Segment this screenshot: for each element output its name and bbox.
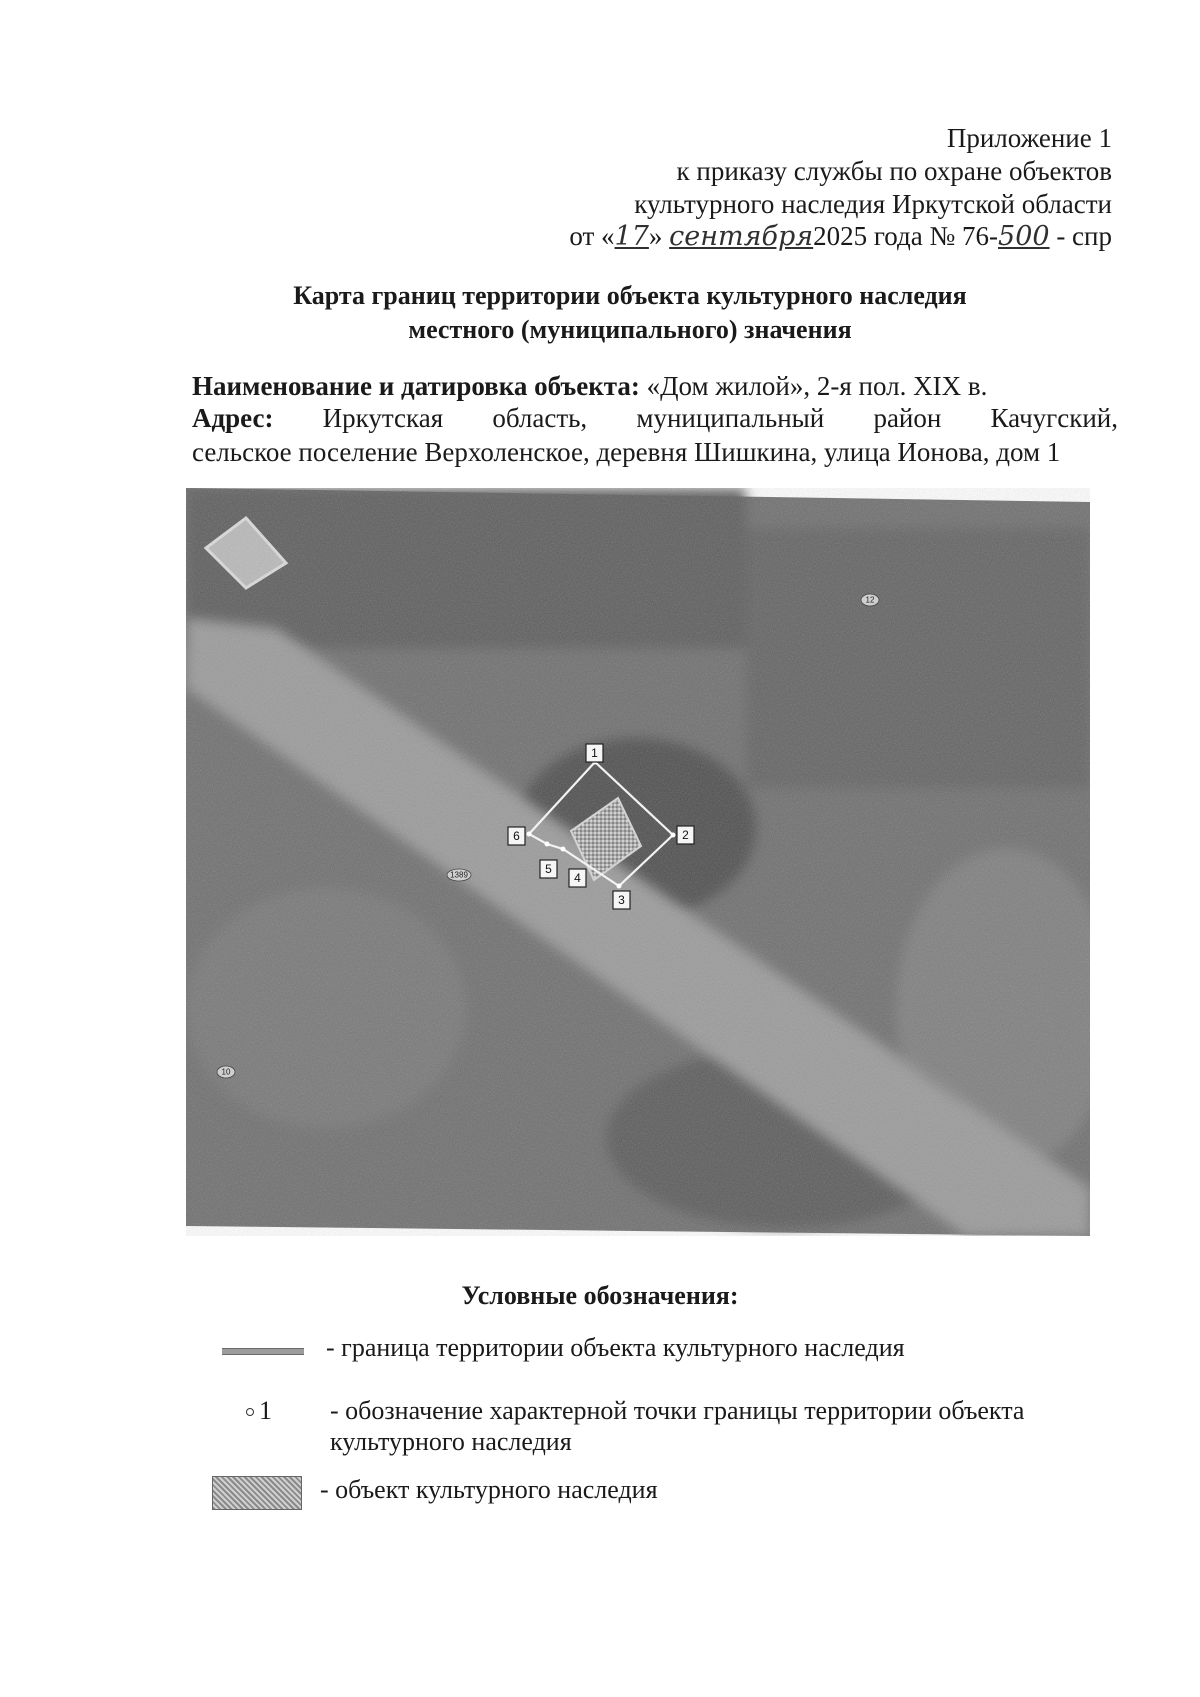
boundary-point-1 xyxy=(586,744,603,765)
address-word: район xyxy=(873,403,942,433)
handwritten-day: 17 xyxy=(614,221,649,252)
address-word: муниципальный xyxy=(636,403,825,433)
address-row xyxy=(192,403,1118,434)
date-suffix: 2025 года № 76- xyxy=(813,221,999,251)
parcel-label-1389 xyxy=(447,869,471,881)
address-word: Иркутская xyxy=(322,403,444,433)
object-name-label: Наименование и датировка объекта: xyxy=(192,371,640,401)
order-reference: к приказу службы по охране объектов xyxy=(676,156,1112,186)
address-label: Адрес: xyxy=(192,403,274,433)
svg-text:1: 1 xyxy=(591,746,598,760)
page-title xyxy=(220,279,1040,347)
svg-text:10: 10 xyxy=(221,1067,231,1077)
address-word: область, xyxy=(492,403,588,433)
parcel-label-12 xyxy=(861,594,879,606)
svg-text:6: 6 xyxy=(513,829,520,843)
image-noise xyxy=(186,488,1090,1236)
svg-text:12: 12 xyxy=(865,595,875,605)
parcel-label-10 xyxy=(217,1066,235,1078)
svg-text:5: 5 xyxy=(545,862,552,876)
title-line-2: местного (муниципального) значения xyxy=(408,315,852,344)
handwritten-order-number: 500 xyxy=(998,221,1050,252)
boundary-line-symbol xyxy=(222,1348,304,1355)
svg-text:3: 3 xyxy=(618,893,625,907)
point-symbol-icon xyxy=(246,1408,254,1416)
date-mid: » xyxy=(648,221,663,251)
legend-title: Условные обозначения: xyxy=(461,1281,739,1310)
legend-point-text: - обозначение характерной точки границы территории объекта xyxy=(330,1396,1025,1425)
legend-object-text: - объект культурного наследия xyxy=(320,1475,658,1504)
order-authority: культурного наследия Иркутской области xyxy=(634,189,1112,219)
order-suffix: - спр xyxy=(1049,221,1112,251)
svg-text:1389: 1389 xyxy=(450,870,468,880)
address-word: Качугский, xyxy=(990,403,1118,433)
address-line-2: сельское поселение Верхоленское, деревня Шишкина, улица Ионова, дом 1 xyxy=(192,437,1061,467)
satellite-map xyxy=(186,488,1090,1236)
svg-text:4: 4 xyxy=(574,871,581,885)
object-name-value: «Дом жилой», 2-я пол. XIX в. xyxy=(646,371,988,401)
legend-boundary-text: - граница территории объекта культурного наследия xyxy=(326,1333,905,1362)
order-date-line xyxy=(569,220,1112,253)
title-line-1: Карта границ территории объекта культурного наследия xyxy=(293,281,967,310)
date-prefix: от « xyxy=(569,221,615,251)
object-name xyxy=(192,371,987,402)
legend-point-text-2: культурного наследия xyxy=(330,1427,572,1456)
appendix-label: Приложение 1 xyxy=(946,123,1112,153)
svg-text:2: 2 xyxy=(682,828,689,842)
point-symbol-number: 1 xyxy=(259,1396,272,1425)
map-image xyxy=(186,488,1090,1236)
heritage-object-symbol xyxy=(212,1476,302,1510)
handwritten-month: сентября xyxy=(669,221,814,252)
